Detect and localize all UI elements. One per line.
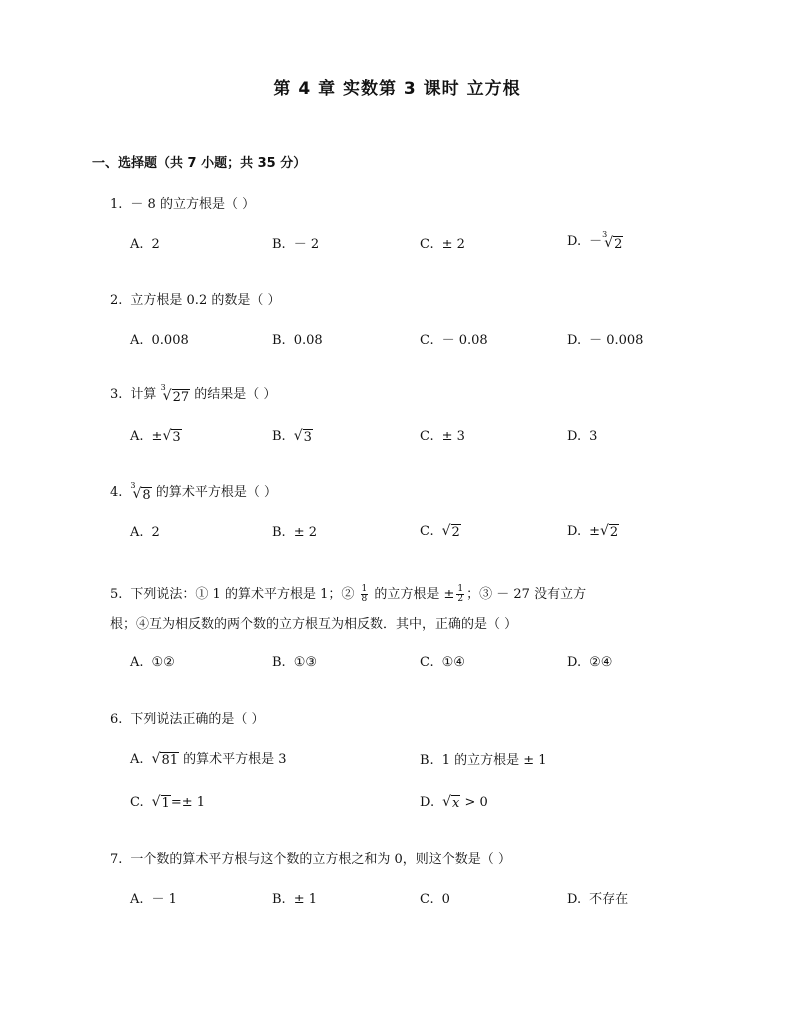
section-heading: 一、选择题（共 7 小题；共 35 分） [92, 156, 307, 171]
option-text: 2 [151, 525, 160, 540]
q3-option-b[interactable] [272, 427, 313, 446]
question-3 [110, 383, 277, 405]
question-4 [110, 481, 277, 503]
radical-sign-icon: √ [442, 794, 452, 810]
radicand: 1 [161, 796, 170, 811]
option-text: 1 的立方根是 ± 1 [441, 753, 547, 768]
cube-root [160, 383, 191, 405]
option-label: C. [420, 237, 434, 252]
option-text: ①③ [293, 655, 317, 670]
question-2 [110, 292, 280, 310]
square-root [152, 793, 171, 811]
option-text: ②④ [589, 655, 613, 670]
option-label: D. [567, 524, 582, 539]
q2-option-c[interactable] [420, 332, 488, 350]
option-label: B. [272, 655, 286, 670]
question-text-line2: 根；④互为相反数的两个数的立方根互为相反数．其中，正确的是（ ） [110, 617, 518, 632]
question-number: 2. [110, 293, 123, 308]
option-label: B. [272, 429, 286, 444]
option-text: ± 2 [293, 525, 317, 540]
option-label: C. [130, 795, 144, 810]
denominator: 2 [457, 594, 464, 604]
square-root [162, 427, 181, 445]
option-label: D. [567, 655, 582, 670]
q5-option-b[interactable] [272, 654, 317, 672]
square-root [600, 522, 619, 540]
option-label: D. [420, 795, 435, 810]
question-number: 3. [110, 387, 123, 402]
option-label: A. [130, 525, 144, 540]
radical-sign-icon: √ [132, 486, 142, 502]
numerator: 1 [457, 584, 464, 594]
square-root [442, 793, 460, 811]
question-text-part1: 下列说法：① 1 的算术平方根是 1；② [130, 587, 355, 602]
plus-minus-sign: ± [151, 429, 163, 444]
q7-option-a[interactable] [130, 891, 177, 909]
option-text: ± 1 [293, 892, 317, 907]
question-number: 4. [110, 485, 123, 500]
radical-sign-icon: √ [162, 428, 172, 444]
root-index: 3 [160, 383, 166, 392]
radicand: 2 [614, 237, 623, 252]
option-label: A. [130, 752, 144, 767]
minus-sign: － [589, 234, 603, 249]
option-text: － 0.08 [441, 333, 488, 348]
question-number: 7. [110, 852, 123, 867]
option-label: A. [130, 237, 144, 252]
radicand: 8 [142, 488, 151, 503]
radicand: x [452, 796, 460, 811]
option-text: > 0 [464, 795, 488, 810]
q7-option-c[interactable] [420, 891, 450, 909]
cube-root [602, 230, 623, 252]
fraction [361, 585, 369, 604]
radicand: 3 [303, 430, 312, 445]
square-root [294, 427, 313, 445]
fraction [456, 585, 464, 604]
radical-sign-icon: √ [151, 751, 161, 767]
radical-sign-icon: √ [151, 794, 161, 810]
option-text: － 0.008 [589, 333, 644, 348]
q2-option-b[interactable] [272, 332, 323, 350]
question-1 [110, 196, 255, 214]
option-label: A. [130, 333, 144, 348]
option-label: B. [272, 525, 286, 540]
q7-option-b[interactable] [272, 891, 317, 909]
q5-option-d[interactable] [567, 654, 612, 672]
q5-option-a[interactable] [130, 654, 175, 672]
option-text: ①④ [441, 655, 465, 670]
option-text: 0.08 [293, 333, 323, 348]
option-label: D. [567, 234, 582, 249]
q2-option-d[interactable] [567, 332, 643, 350]
option-label: B. [272, 892, 286, 907]
radicand: 2 [609, 525, 619, 540]
question-number: 1. [110, 197, 123, 212]
option-text: 0 [441, 892, 450, 907]
radical-sign-icon: √ [441, 523, 451, 539]
option-text: 3 [589, 429, 598, 444]
denominator: 8 [361, 594, 368, 604]
option-text: ①② [151, 655, 175, 670]
q4-option-c[interactable] [420, 522, 461, 541]
question-text-post: 的结果是（ ） [194, 387, 277, 402]
q4-option-a[interactable] [130, 524, 160, 542]
root-index: 3 [130, 481, 136, 490]
option-label: D. [567, 333, 582, 348]
question-text-pre: 计算 [130, 387, 157, 402]
q1-option-d[interactable] [567, 230, 623, 252]
option-label: D. [567, 429, 582, 444]
option-text: 2 [151, 237, 160, 252]
q6-option-d[interactable] [420, 793, 488, 812]
radicand: 27 [172, 390, 190, 405]
option-text: － 2 [293, 237, 320, 252]
question-text: 一个数的算术平方根与这个数的立方根之和为 0，则这个数是（ ） [130, 852, 511, 867]
radical-sign-icon: √ [293, 428, 303, 444]
question-6 [110, 711, 265, 729]
option-text: ± 2 [441, 237, 465, 252]
question-text: 下列说法正确的是（ ） [130, 712, 265, 727]
q3-option-c[interactable] [420, 428, 465, 446]
square-root [152, 750, 179, 768]
question-number: 5. [110, 587, 123, 602]
q5-option-c[interactable] [420, 654, 465, 672]
option-label: D. [567, 892, 582, 907]
option-label: C. [420, 655, 434, 670]
radical-sign-icon: √ [162, 388, 172, 404]
option-label: C. [420, 524, 434, 539]
option-label: A. [130, 429, 144, 444]
q2-option-a[interactable] [130, 332, 189, 350]
q7-option-d[interactable] [567, 891, 628, 909]
radicand: 3 [172, 430, 181, 445]
option-text: － 1 [151, 892, 177, 907]
square-root [442, 522, 461, 540]
question-7 [110, 851, 511, 869]
option-label: B. [272, 237, 286, 252]
question-number: 6. [110, 712, 123, 727]
cube-root [130, 481, 151, 503]
q4-option-d[interactable] [567, 522, 619, 541]
radical-sign-icon: √ [600, 523, 609, 539]
question-text-part3: ；③ － 27 没有立方 [466, 587, 587, 602]
radical-sign-icon: √ [604, 235, 614, 251]
option-label: B. [272, 333, 286, 348]
q1-option-a[interactable] [130, 236, 160, 254]
numerator: 1 [361, 584, 368, 594]
question-5 [110, 580, 700, 640]
option-label: A. [130, 655, 144, 670]
question-text: － 8 的立方根是（ ） [130, 197, 256, 212]
option-text: 不存在 [589, 892, 629, 907]
question-text-post: 的算术平方根是（ ） [155, 485, 277, 500]
option-text: 0.008 [151, 333, 189, 348]
q6-option-c[interactable] [130, 793, 205, 812]
option-label: C. [420, 429, 434, 444]
radicand: 2 [451, 525, 460, 540]
question-text: 立方根是 0.2 的数是（ ） [130, 293, 281, 308]
option-text: ± 3 [441, 429, 465, 444]
q3-option-d[interactable] [567, 428, 597, 446]
page-title: 第 4 章 实数第 3 课时 立方根 [273, 79, 521, 99]
plus-minus-sign: ± [589, 524, 600, 539]
q3-option-a[interactable] [130, 427, 182, 446]
option-text: =± 1 [170, 795, 206, 810]
option-label: A. [130, 892, 144, 907]
option-label: C. [420, 892, 434, 907]
q4-option-b[interactable] [272, 524, 317, 542]
q1-option-c[interactable] [420, 236, 465, 254]
root-index: 3 [602, 230, 608, 239]
question-text-part2: 的立方根是 ± [374, 587, 455, 602]
q6-option-a[interactable] [130, 750, 287, 769]
option-text: 的算术平方根是 3 [183, 752, 287, 767]
q1-option-b[interactable] [272, 236, 319, 254]
q6-option-b[interactable] [420, 752, 547, 770]
radicand: 81 [161, 753, 178, 768]
option-label: C. [420, 333, 434, 348]
option-label: B. [420, 753, 434, 768]
